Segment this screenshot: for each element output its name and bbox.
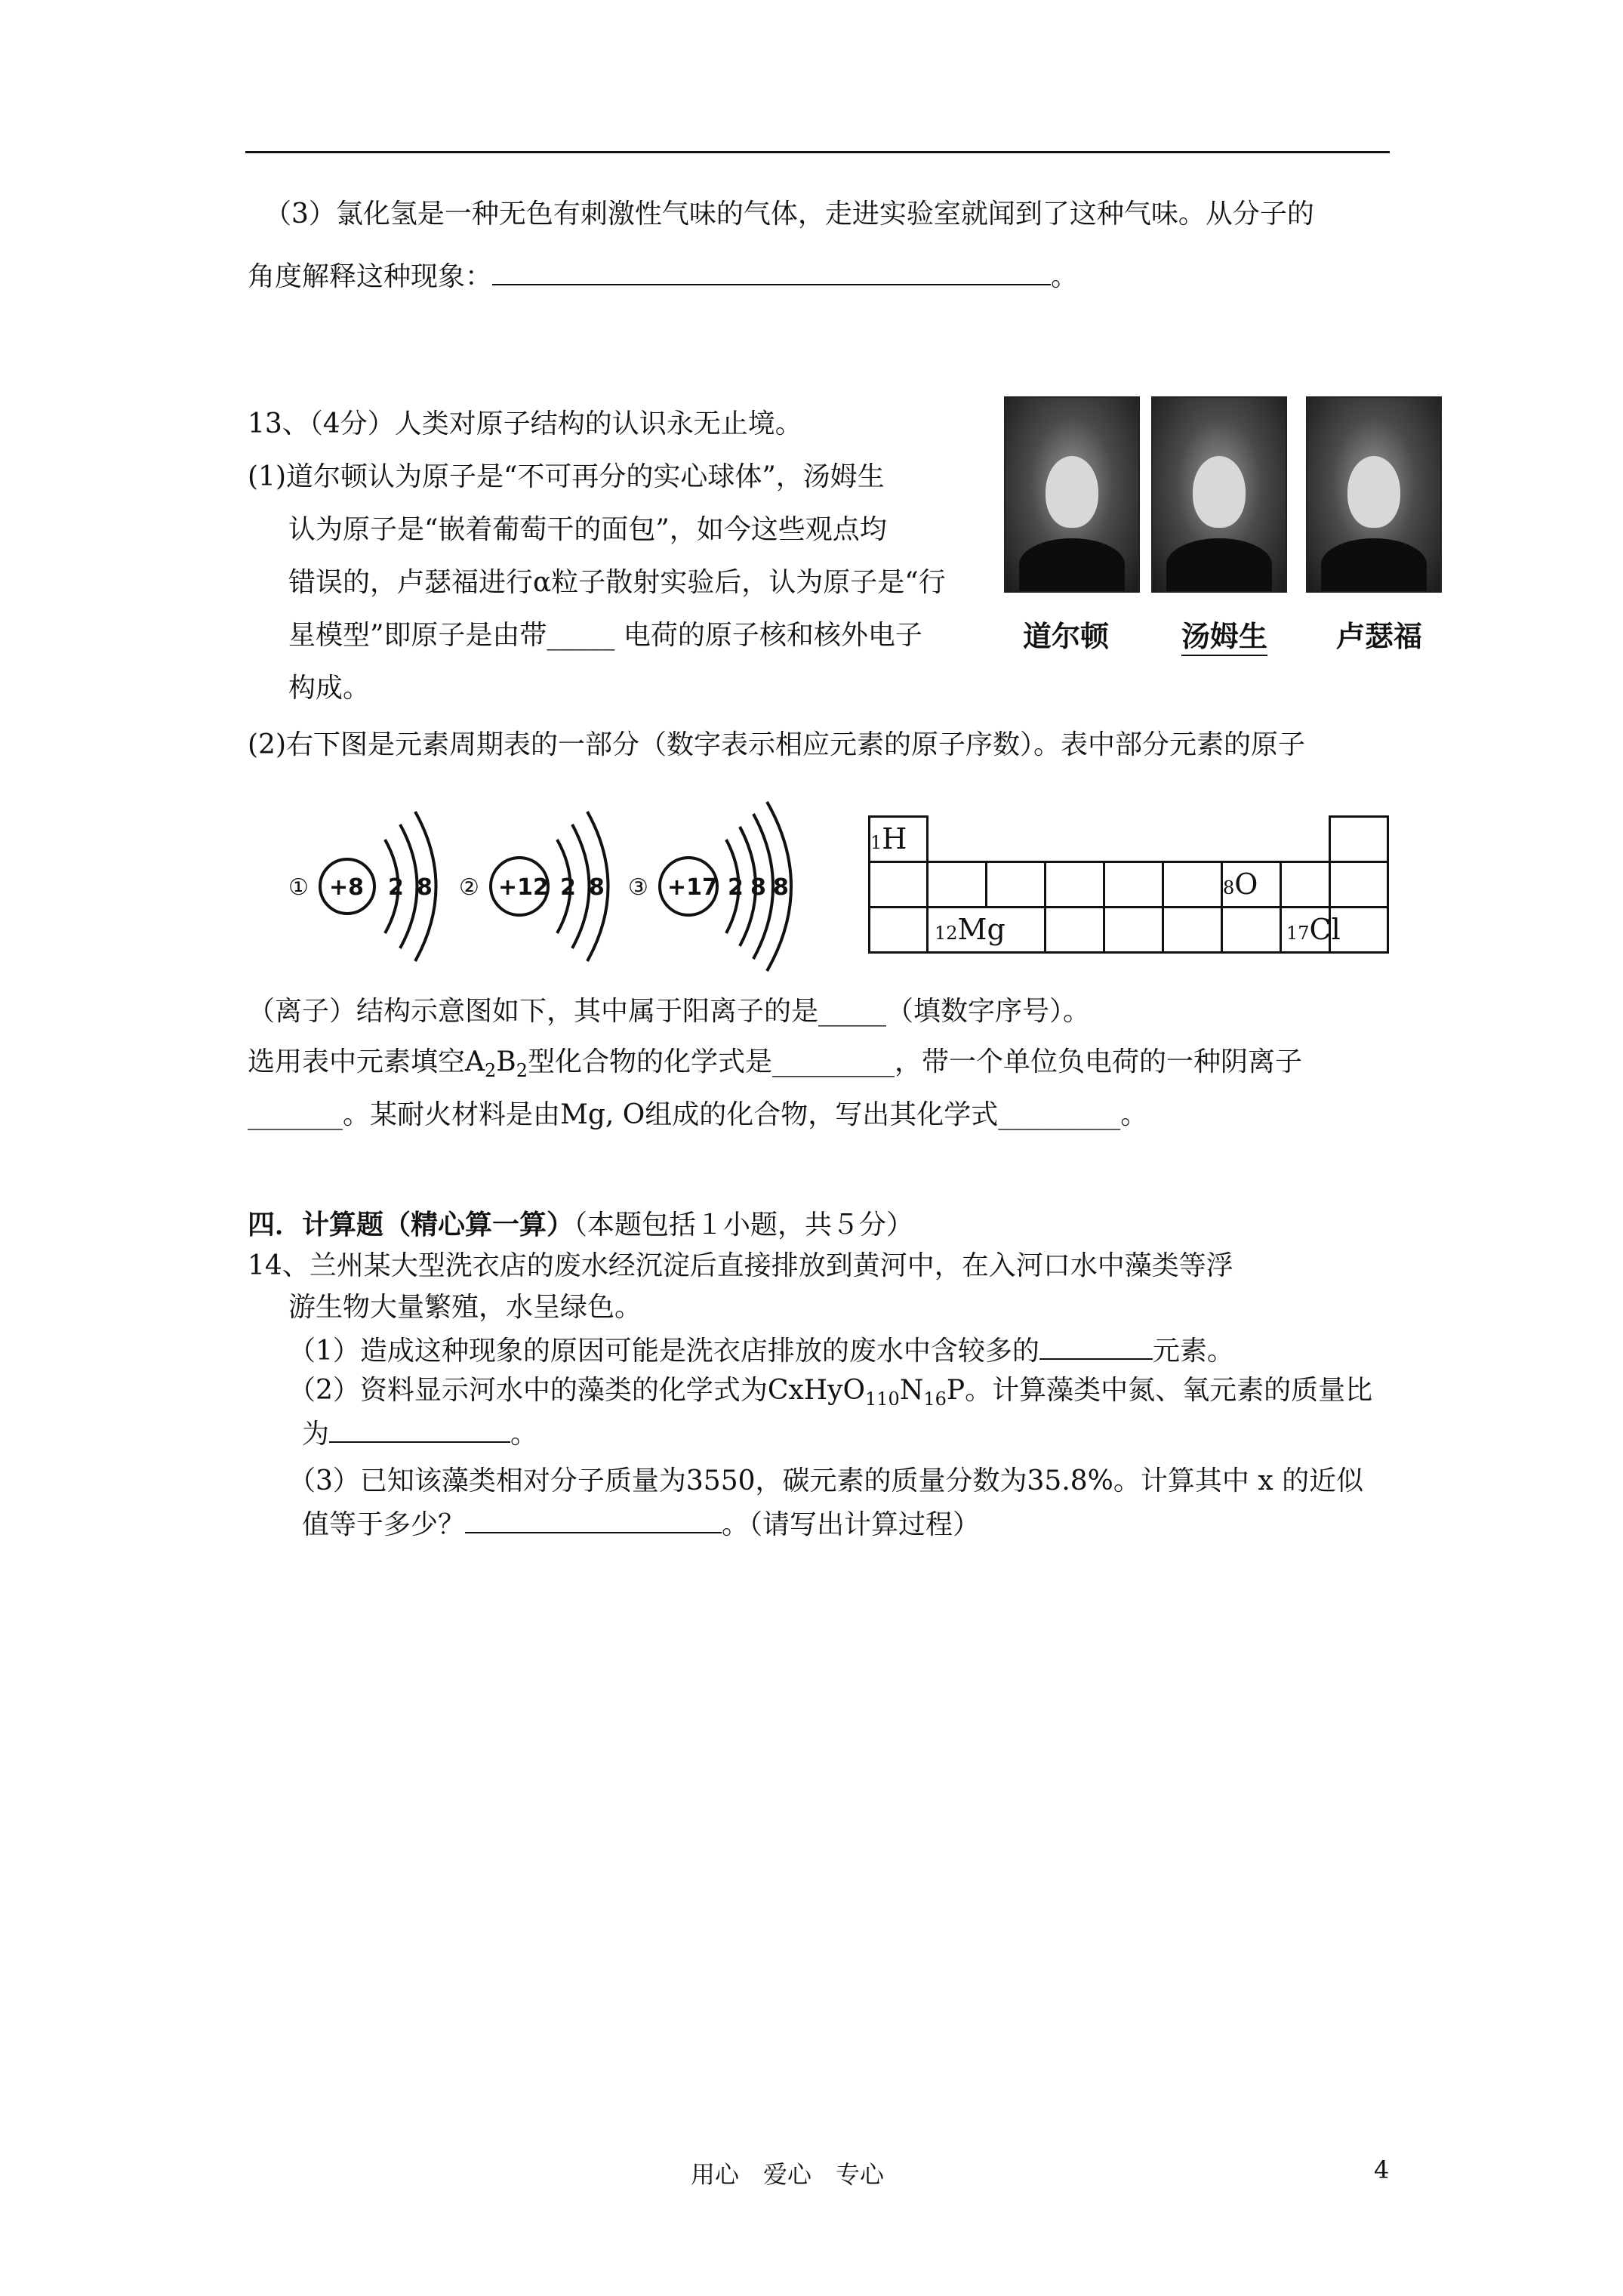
q13-title: 13、（4分）人类对原子结构的认识永无止境。: [248, 408, 802, 439]
q13-p2-cont: （离子）结构示意图如下，其中属于阳离子的是_____（填数字序号）。: [248, 996, 1091, 1027]
element-symbol: Mg: [957, 913, 1006, 946]
section4-heading: [248, 1208, 913, 1242]
cell-mg: [926, 906, 1046, 954]
cell-he: [1329, 815, 1389, 863]
portrait-rutherford: [1306, 396, 1442, 593]
q13-p2-line: (2)右下图是元素周期表的一部分（数字表示相应元素的原子序数）。表中部分元素的原子: [248, 729, 1305, 760]
q14-s1: （1）造成这种现象的原因可能是洗衣店排放的废水中含较多的 元素。: [288, 1333, 1234, 1368]
table-cell: [1044, 906, 1105, 954]
diagram-3-shell: 8: [750, 874, 766, 901]
diagram-2-nucleus: +12: [498, 874, 549, 901]
caption-dalton: 道尔顿: [1023, 620, 1110, 653]
q14-s3: （3）已知该藻类相对分子质量为3550，碳元素的质量分数为35.8%。计算其中 x 的近似: [288, 1465, 1364, 1496]
q14-line2: 游生物大量繁殖，水呈绿色。: [288, 1292, 642, 1323]
cell-h: [868, 815, 929, 863]
table-cell: [1280, 861, 1331, 908]
diagram-2-shell: 8: [589, 874, 605, 901]
diagram-3-label: ③: [628, 874, 648, 901]
atomic-number: 17: [1286, 923, 1310, 944]
q14-s2-cont: 为 。: [302, 1416, 537, 1451]
q14-s2: （2）资料显示河水中的藻类的化学式为$CxHyO_{110}N_{16}P$。计算藻类中氮、氧元素的质量比: [288, 1375, 1373, 1410]
answer-blank[interactable]: [1039, 1333, 1153, 1360]
answer-blank[interactable]: [465, 1506, 722, 1533]
portrait-thomson: [1151, 396, 1287, 593]
q13-p1-line: 认为原子是“嵌着葡萄干的面包”，如今这些观点均: [288, 514, 887, 545]
page-number: 4: [1374, 2156, 1390, 2184]
diagram-1-shell: 2: [388, 874, 404, 901]
q14-s3-cont: 值等于多少？ 。（请写出计算过程）: [302, 1506, 980, 1542]
diagram-3-shell: 2: [728, 874, 744, 901]
diagram-3-nucleus: +17: [667, 874, 718, 901]
q12-3-prompt: 角度解释这种现象：: [248, 261, 493, 292]
atomic-number: 8: [1223, 877, 1235, 898]
table-cell: [985, 861, 1046, 908]
periodic-table-fragment: [868, 815, 1389, 954]
atomic-number: 12: [935, 923, 958, 944]
q13-p1-line: (1)道尔顿认为原子是“不可再分的实心球体”，汤姆生: [248, 461, 885, 492]
q14-line1: 14、兰州某大型洗衣店的废水经沉淀后直接排放到黄河中，在入河口水中藻类等浮: [248, 1250, 1233, 1281]
diagram-1-label: ①: [288, 874, 309, 901]
atomic-number: 1: [870, 832, 882, 853]
portrait-dalton: [1004, 396, 1140, 593]
caption-rutherford: 卢瑟福: [1336, 620, 1423, 653]
cell-cl: [1280, 906, 1389, 954]
table-cell: [868, 906, 929, 954]
table-cell: [1162, 906, 1223, 954]
q13-p2-line3: _______。某耐火材料是由Mg, O组成的化合物，写出其化学式_________。: [248, 1099, 1148, 1130]
table-cell: [1329, 861, 1389, 908]
diagram-3-shell: 8: [773, 874, 789, 901]
diagram-2-shell: 2: [560, 874, 576, 901]
diagram-2-label: ②: [459, 874, 479, 901]
q12-3-line1: （3）氯化氢是一种无色有刺激性气味的气体，走进实验室就闻到了这种气味。从分子的: [264, 199, 1314, 230]
cell-o: [1221, 861, 1282, 908]
diagram-1-nucleus: +8: [329, 874, 365, 901]
element-symbol: H: [882, 822, 907, 855]
caption-thomson: 汤姆生: [1181, 613, 1267, 656]
answer-blank[interactable]: [492, 258, 1051, 285]
element-symbol: Cl: [1309, 913, 1341, 946]
table-cell: [1103, 861, 1164, 908]
section4-heading-bold: 四．计算题（精心算一算）: [248, 1209, 574, 1240]
q13-p1-line: 错误的，卢瑟福进行α粒子散射实验后，认为原子是“行: [288, 567, 946, 598]
header-rule: [245, 151, 1390, 153]
q12-3-line2: [248, 258, 1078, 294]
table-cell: [1103, 906, 1164, 954]
footer-motto: 用心 爱心 专心: [691, 2160, 885, 2189]
q13-p1-line: 星模型”即原子是由带_____ 电荷的原子核和核外电子: [288, 620, 922, 651]
element-symbol: O: [1234, 868, 1258, 901]
table-cell: [868, 861, 929, 908]
q13-p2-line2: 选用表中元素填空$A_2B_2$型化合物的化学式是_________，带一个单位负电荷的一种阴离子: [248, 1046, 1303, 1082]
q13-p1-line: 构成。: [288, 673, 371, 704]
answer-blank[interactable]: [329, 1416, 510, 1443]
atom-structure-diagrams: [279, 793, 823, 982]
table-cell: [926, 861, 987, 908]
q12-3-end: 。: [1051, 261, 1079, 292]
table-cell: [1162, 861, 1223, 908]
table-cell: [1221, 906, 1282, 954]
section4-heading-rest: （本题包括１小题，共５分）: [574, 1210, 914, 1240]
diagram-1-shell: 8: [417, 874, 433, 901]
table-cell: [1044, 861, 1105, 908]
